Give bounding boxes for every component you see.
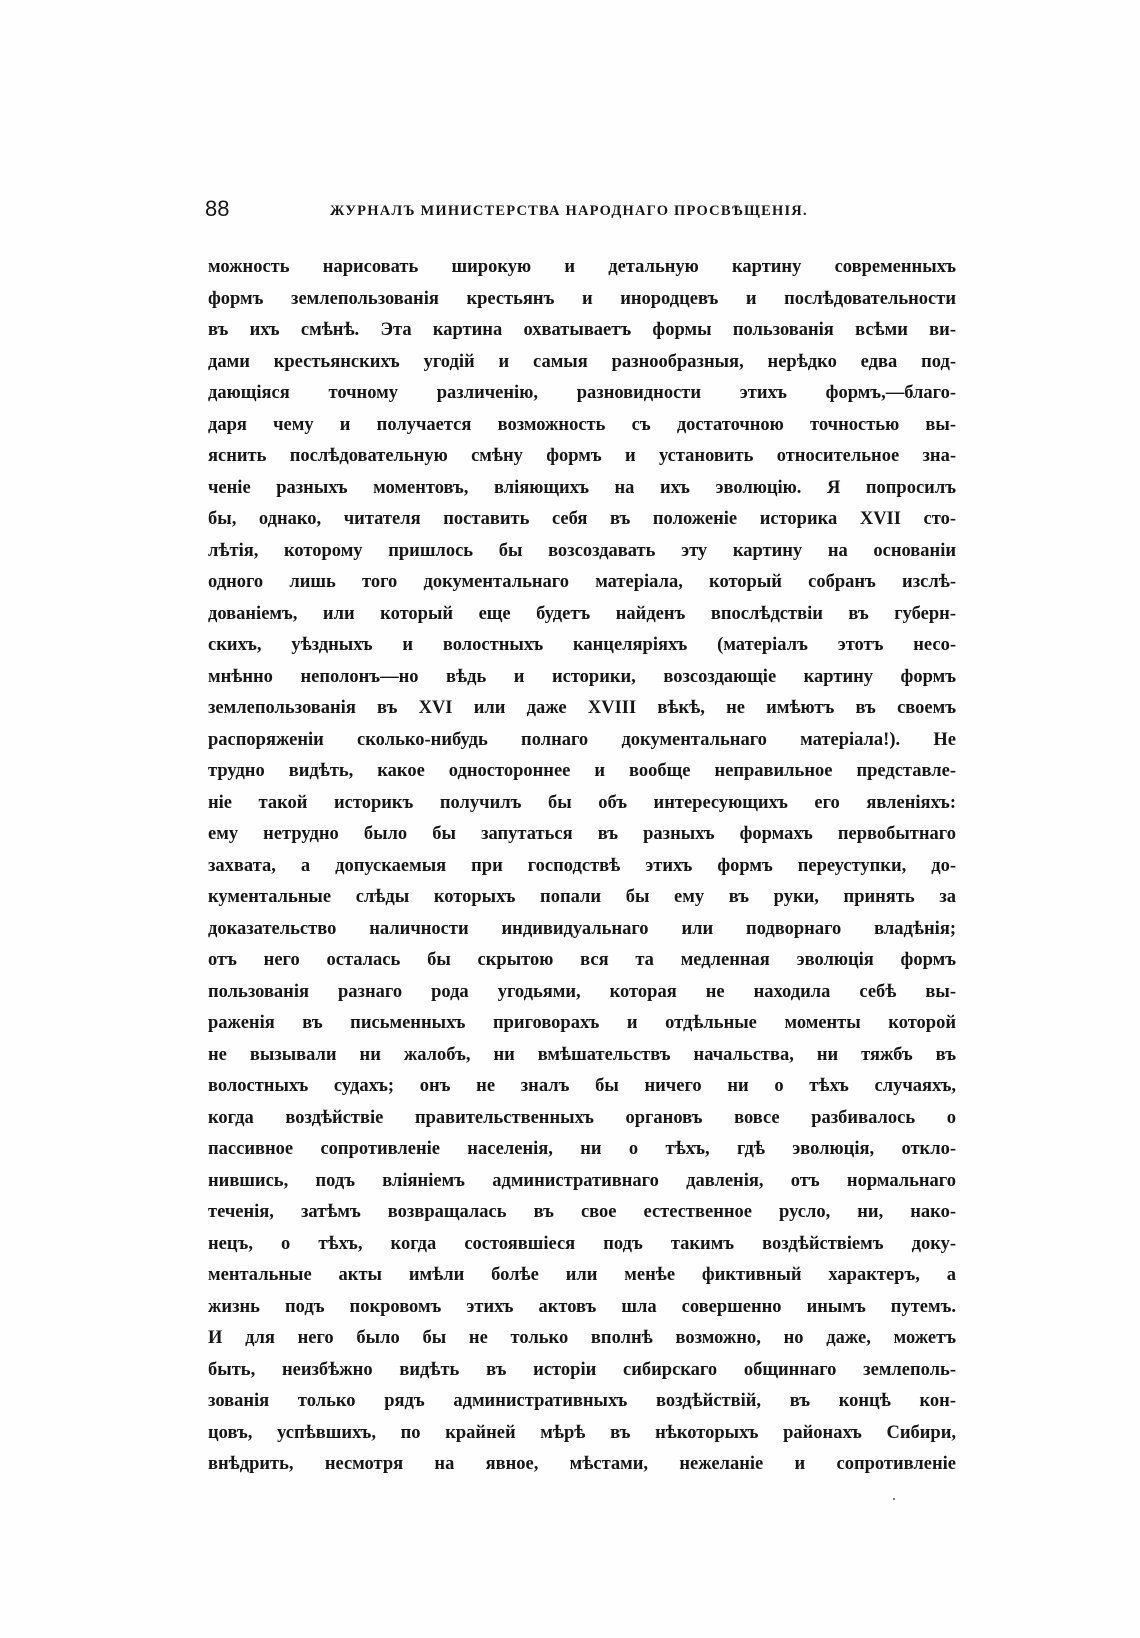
text-line: зованія только рядъ административныхъ воздѣйствій, въ концѣ кон- xyxy=(208,1391,956,1411)
text-line: нецъ, о тѣхъ, когда состоявшіеся подъ такимъ воздѣйствіемъ доку- xyxy=(208,1233,956,1254)
text-line: захвата, а допускаемыя при господствѣ этихъ формъ переуступки, до- xyxy=(208,855,956,876)
text-line: доказательство наличности индивидуальнаго или подворнаго владѣнія; xyxy=(208,918,956,939)
text-line: можность нарисовать широкую и детальную картину современныхъ xyxy=(208,257,956,277)
text-line: раженія въ письменныхъ приговорахъ и отдѣльные моменты которой xyxy=(208,1013,956,1033)
text-line: бы, однако, читателя поставить себя въ положеніе историка XVII сто- xyxy=(208,509,956,529)
text-line: дами крестьянскихъ угодій и самыя разнообразныя, нерѣдко едва под- xyxy=(208,351,956,372)
text-line: отъ него осталась бы скрытою вся та медленная эволюція формъ xyxy=(208,950,956,970)
text-line: волостныхъ судахъ; онъ не зналъ бы ничего ни о тѣхъ случаяхъ, xyxy=(208,1076,956,1096)
text-line: ему нетрудно было бы запутаться въ разныхъ формахъ первобытнаго xyxy=(208,824,956,844)
text-line: нившись, подъ вліяніемъ административнаго давленія, отъ нормальнаго xyxy=(208,1170,956,1191)
body-text xyxy=(208,252,956,1481)
text-line: ніе такой историкъ получилъ бы объ интересующихъ его явленіяхъ: xyxy=(208,792,956,813)
text-line: лѣтія, которому пришлось бы возсоздавать эту картину на основаніи xyxy=(208,540,956,561)
text-line: распоряженіи сколько-нибудь полнаго документальнаго матеріала!). Не xyxy=(208,729,956,750)
page-number: 88 xyxy=(205,196,230,221)
page-header xyxy=(205,196,965,236)
text-line: быть, неизбѣжно видѣть въ исторіи сибирскаго общиннаго землеполь- xyxy=(208,1359,956,1380)
text-line: формъ землепользованія крестьянъ и инородцевъ и послѣдовательности xyxy=(208,288,956,309)
text-line: въ ихъ смѣнѣ. Эта картина охватываетъ формы пользованія всѣми ви- xyxy=(208,320,956,340)
text-line: ментальные акты имѣли болѣе или менѣе фиктивный характеръ, а xyxy=(208,1265,956,1285)
text-line: когда воздѣйствіе правительственныхъ органовъ вовсе разбивалось о xyxy=(208,1107,956,1128)
text-line: мнѣнно неполонъ—но вѣдь и историки, возсоздающіе картину формъ xyxy=(208,666,956,687)
text-line: ченіе разныхъ моментовъ, вліяющихъ на ихъ эволюцію. Я попросилъ xyxy=(208,477,956,498)
text-line: пассивное сопротивленіе населенія, ни о тѣхъ, гдѣ эволюція, откло- xyxy=(208,1139,956,1159)
text-line: внѣдрить, несмотря на явное, мѣстами, нежеланіе и сопротивленіе xyxy=(208,1454,956,1474)
text-line: кументальные слѣды которыхъ попали бы ему въ руки, принять за xyxy=(208,887,956,907)
text-line: дованіемъ, или который еще будетъ найденъ впослѣдствіи въ губерн- xyxy=(208,603,956,624)
text-line: жизнь подъ покровомъ этихъ актовъ шла совершенно инымъ путемъ. xyxy=(208,1296,956,1317)
text-line: И для него было бы не только вполнѣ возможно, но даже, можетъ xyxy=(208,1328,956,1348)
text-line: трудно видѣть, какое одностороннее и вообще неправильное представле- xyxy=(208,761,956,781)
text-line: пользованія разнаго рода угодьями, которая не находила себѣ вы- xyxy=(208,981,956,1002)
running-title: ЖУРНАЛЪ МИНИСТЕРСТВА НАРОДНАГО ПРОСВѢЩЕНІЯ. xyxy=(330,203,808,219)
text-line: одного лишь того документальнаго матеріала, который собранъ изслѣ- xyxy=(208,572,956,592)
text-line: землепользованія въ XVI или даже XVIII вѣкѣ, не имѣютъ въ своемъ xyxy=(208,698,956,718)
text-line: дающіяся точному различенію, разновидности этихъ формъ,—благо- xyxy=(208,383,956,403)
text-line: теченія, затѣмъ возвращалась въ свое естественное русло, ни, нако- xyxy=(208,1202,956,1222)
scan-speck xyxy=(893,1498,895,1500)
text-line: даря чему и получается возможность съ достаточною точностью вы- xyxy=(208,414,956,435)
text-line: цовъ, успѣвшихъ, по крайней мѣрѣ въ нѣкоторыхъ районахъ Сибири, xyxy=(208,1422,956,1443)
text-line: не вызывали ни жалобъ, ни вмѣшательствъ начальства, ни тяжбъ въ xyxy=(208,1044,956,1065)
text-line: яснить послѣдовательную смѣну формъ и установить относительное зна- xyxy=(208,446,956,466)
text-line: скихъ, уѣздныхъ и волостныхъ канцеляріяхъ (матеріалъ этотъ несо- xyxy=(208,635,956,655)
